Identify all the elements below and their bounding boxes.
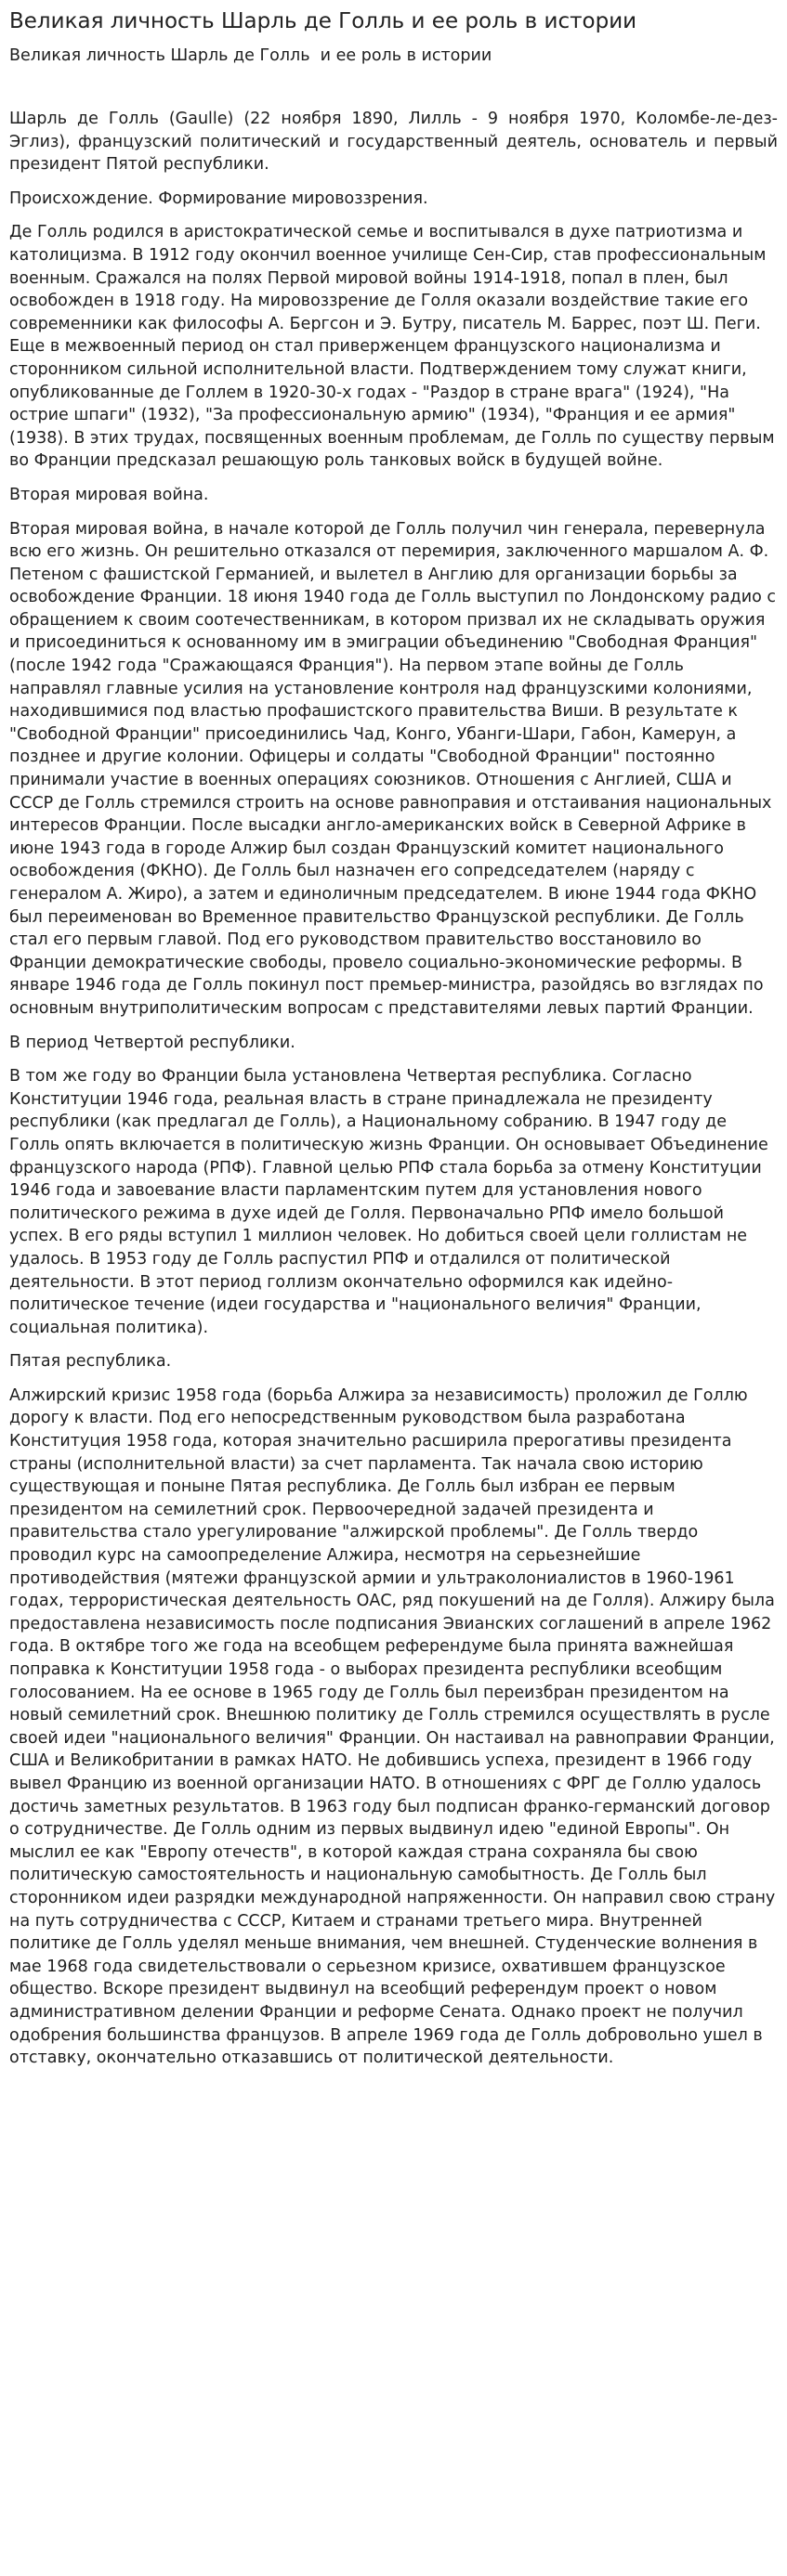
section-text-origin: Де Голль родился в аристократической семье и воспитывался в духе патриотизма и католицизма. В 1912 году окончил военное училище Сен-Сир, став профессиональным военным. Сражался на полях Первой мировой войны 1914-1918, попал в плен, был освобожден в 1918 году. На мировоззрение де Голля оказали воздействие такие его современники как философы А. Бергсон и Э. Бутру, писатель М. Баррес, поэт Ш. Пеги. Еще в межвоенный период он стал приверженцем французского национализма и сторонником сильной исполнительной власти. Подтверждением тому служат книги, опубликованные де Голлем в 1920-30-х годах - "Раздор в стране врага" (1924), "На острие шпаги" (1932), "За профессиональную армию" (1934), "Франция и ее армия" (1938). В этих трудах, посвященных военным проблемам, де Голль по существу первым во Франции предсказал решающую роль танковых войск в будущей войне. [9, 223, 775, 471]
section-heading-ww2: Вторая мировая война. [9, 485, 209, 504]
section-text-ww2: Вторая мировая война, в начале которой де Голль получил чин генерала, перевернула всю его жизнь. Он решительно отказался от перемирия, заключенного маршалом А. Ф. Петеном с фашистской Германией, и вылетел в Англию для организации борьбы за освобождение Франции. 18 июня 1940 года де Голль выступил по Лондонскому радио с обращением к своим соотечественникам, в котором призвал их не складывать оружия и присоединиться к основанному им в эмиграции объединению "Свободная Франция" (после 1942 года "Сражающаяся Франция"). На первом этапе войны де Голль направлял главные усилия на установление контроля над французскими колониями, находившимися под властью профашистского правительства Виши. В результате к "Свободной Франции" присоединились Чад, Конго, Убанги-Шари, Габон, Камерун, а позднее и другие колонии. Офицеры и солдаты "Свободной Франции" постоянно принимали участие в военных операциях союзников. Отношения с Англией, США и СССР де Голль стремился строить на основе равноправия и отстаивания национальных интересов Франции. После высадки англо-американских войск в Северной Африке в июне 1943 года в городе Алжир был создан Французский комитет национального освобождения (ФКНО). Де Голль был назначен его сопредседателем (наряду с генералом А. Жиро), а затем и единоличным председателем. В июне 1944 года ФКНО был переименован во Временное правительство Французской республики. Де Голль стал его первым главой. Под его руководством правительство восстановило во Франции демократические свободы, провело социально-экономические реформы. В январе 1946 года де Голль покинул пост премьер-министра, разойдясь во взглядах по основным внутриполитическим вопросам с представителями левых партий Франции. [9, 519, 777, 1018]
section-heading-origin: Происхождение. Формирование мировоззрения. [9, 189, 428, 208]
section-text-fifth-republic: Алжирский кризис 1958 года (борьба Алжира за независимость) проложил де Голлю дорогу к власти. Под его непосредственным руководством была разработана Конституция 1958 года, которая значительно расширила прерогативы президента страны (исполнительной власти) за счет парламента. Так начала свою историю существующая и поныне Пятая республика. Де Голль был избран ее первым президентом на семилетний срок. Первоочередной задачей президента и правительства стало урегулирование "алжирской проблемы". Де Голль твердо проводил курс на самоопределение Алжира, несмотря на серьезнейшие противодействия (мятежи французской армии и ультраколониалистов в 1960-1961 годах, террористическая деятельность ОАС, ряд покушений на де Голля). Алжиру была предоставлена независимость после подписания Эвианских соглашений в апреле 1962 года. В октябре того же года на всеобщем референдуме была принята важнейшая поправка к Конституции 1958 года - о выборах президента республики всеобщим голосованием. На ее основе в 1965 году де Голль был переизбран президентом на новый семилетний срок. Внешнюю политику де Голль стремился осуществлять в русле своей идеи "национального величия" Франции. Он настаивал на равноправии Франции, США и Великобритании в рамках НАТО. Не добившись успеха, президент в 1966 году вывел Францию из военной организации НАТО. В отношениях с ФРГ де Голлю удалось достичь заметных результатов. В 1963 году был подписан франко-германский договор о сотрудничестве. Де Голль одним из первых выдвинул идею "единой Европы". Он мыслил ее как "Европу отечеств", в которой каждая страна сохраняла бы свою политическую самостоятельность и национальную самобытность. Де Голль был сторонником идеи разрядки международной напряженности. Он направил свою страну на путь сотрудничества с СССР, Китаем и странами третьего мира. Внутренней политике де Голль уделял меньше внимания, чем внешней. Студенческие волнения в мае 1968 года свидетельствовали о серьезном кризисе, охватившем французское общество. Вскоре президент выдвинул на всеобщий референдум проект о новом административном делении Франции и реформе Сената. Однако проект не получил одобрения большинства французов. В апреле 1969 года де Голль добровольно ушел в отставку, окончательно отказавшись от политической деятельности. [9, 1386, 776, 2068]
section-heading-fourth-republic: В период Четвертой республики. [9, 1033, 295, 1052]
intro-paragraph: Шарль де Голль (Gaulle) (22 ноября 1890, Лилль - 9 ноября 1970, Коломбе-ле-дез-Эглиз), французский политический и государственный деятель, основатель и первый президент Пятой республики. [9, 110, 778, 175]
section-heading-fifth-republic: Пятая республика. [9, 1352, 172, 1372]
section-text-fourth-republic: В том же году во Франции была установлена Четвертая республика. Согласно Конституции 1946 года, реальная власть в стране принадлежала не президенту республики (как предлагал де Голль), а Национальному собранию. В 1947 году де Голль опять включается в политическую жизнь Франции. Он основывает Объединение французского народа (РПФ). Главной целью РПФ стала борьба за отмену Конституции 1946 года и завоевание власти парламентским путем для установления нового политического режима в духе идей де Голля. Первоначально РПФ имело большой успех. В его ряды вступил 1 миллион человек. Но добиться своей цели голлистам не удалось. В 1953 году де Голль распустил РПФ и отдалился от политической деятельности. В этот период голлизм окончательно оформился как идейно-политическое течение (идеи государства и "национального величия" Франции, социальная политика). [9, 1067, 768, 1337]
page-title: Великая личность Шарль де Голль и ее роль в истории [9, 9, 637, 33]
page-subtitle: Великая личность Шарль де Голль и ее роль в истории [9, 46, 492, 65]
